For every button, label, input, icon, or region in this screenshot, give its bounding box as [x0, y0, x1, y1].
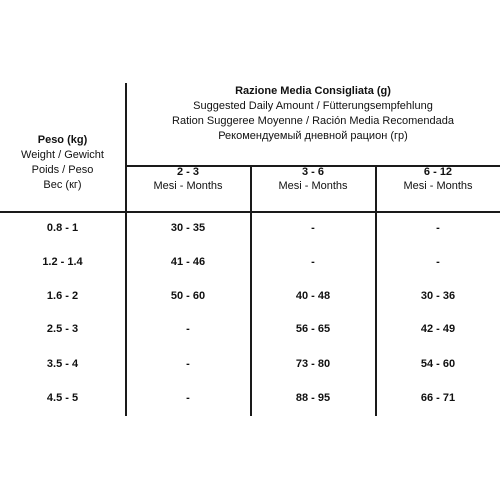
age-range: 6 - 12 [423, 166, 453, 178]
amount-header-line: Suggested Daily Amount / Fütterungsempfehlung [193, 100, 433, 112]
weight-header-line: Poids / Peso [31, 164, 94, 176]
amount-header [126, 84, 500, 144]
amount-header-title: Razione Media Consigliata (g) [235, 85, 391, 97]
weight-header-title: Peso (kg) [37, 134, 88, 146]
value-cell: 54 - 60 [420, 358, 456, 370]
value-cell: - [186, 323, 190, 335]
value-cell: - [186, 392, 190, 404]
amount-header-line: Ration Suggeree Moyenne / Ración Media Recomendada [172, 115, 454, 127]
age-unit: Mesi - Months [403, 180, 473, 192]
weight-cell: 1.2 - 1.4 [42, 256, 83, 268]
value-cell: 66 - 71 [420, 392, 456, 404]
age-unit: Mesi - Months [278, 180, 348, 192]
weight-cell: 2.5 - 3 [46, 323, 79, 335]
value-cell: 88 - 95 [295, 392, 331, 404]
value-cell: - [186, 358, 190, 370]
weight-cell: 4.5 - 5 [46, 392, 79, 404]
value-cell: - [436, 256, 440, 268]
value-cell: 42 - 49 [420, 323, 456, 335]
value-cell: 56 - 65 [295, 323, 331, 335]
age-range: 2 - 3 [176, 166, 199, 178]
weight-header-line: Weight / Gewicht [21, 149, 104, 161]
value-cell: 30 - 36 [420, 290, 456, 302]
amount-header-line: Рекомендуемый дневной рацион (гр) [218, 130, 408, 142]
age-column-header [376, 165, 500, 193]
value-cell: 40 - 48 [295, 290, 331, 302]
value-cell: 30 - 35 [170, 222, 206, 234]
value-cell: - [436, 222, 440, 234]
value-cell: 73 - 80 [295, 358, 331, 370]
weight-header [0, 133, 125, 193]
age-column-header [251, 165, 375, 193]
weight-cell: 1.6 - 2 [46, 290, 79, 302]
value-cell: 50 - 60 [170, 290, 206, 302]
age-column-header [126, 165, 250, 193]
weight-cell: 3.5 - 4 [46, 358, 79, 370]
value-cell: - [311, 222, 315, 234]
value-cell: 41 - 46 [170, 256, 206, 268]
age-unit: Mesi - Months [153, 180, 223, 192]
weight-cell: 0.8 - 1 [46, 222, 79, 234]
divider-body [0, 211, 500, 213]
age-range: 3 - 6 [301, 166, 324, 178]
weight-header-line: Вес (кг) [43, 179, 82, 191]
value-cell: - [311, 256, 315, 268]
